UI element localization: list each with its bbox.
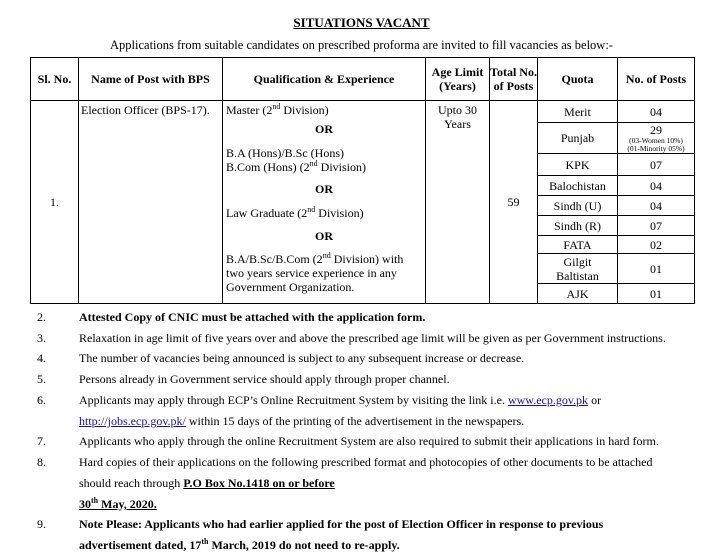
quota-sindh-u: Sindh (U) <box>538 196 618 216</box>
posts-gilgit: 01 <box>618 254 695 284</box>
jobs-ecp-link[interactable]: http://jobs.ecp.gov.pk/ <box>79 414 186 428</box>
header-total: Total No. of Posts <box>490 58 538 101</box>
qual-3: Law Graduate (2nd Division) <box>226 205 364 220</box>
header-sno: Sl. No. <box>31 58 79 101</box>
cell-qualification <box>223 101 426 304</box>
quota-merit: Merit <box>538 101 618 123</box>
header-quota: Quota <box>538 58 618 101</box>
cell-sno: 1. <box>31 101 79 304</box>
posts-sindh-u: 04 <box>618 196 695 216</box>
posts-merit: 04 <box>618 101 695 123</box>
qual-2-line1: B.A (Hons)/B.Sc (Hons) <box>226 146 345 160</box>
qual-or-1: OR <box>315 122 333 136</box>
qual-or-2: OR <box>315 182 333 196</box>
vacancy-table <box>30 57 695 304</box>
quota-fata: FATA <box>538 236 618 254</box>
quota-punjab: Punjab <box>538 123 618 154</box>
posts-sindh-r: 07 <box>618 216 695 236</box>
cell-post: Election Officer (BPS-17). <box>79 101 223 304</box>
ecp-link[interactable]: www.ecp.gov.pk <box>507 393 589 407</box>
heading-text: SITUATIONS VACANT <box>293 15 430 30</box>
posts-fata: 02 <box>618 236 695 254</box>
quota-gilgit: Gilgit Baltistan <box>538 254 618 284</box>
header-post: Name of Post with BPS <box>79 58 223 101</box>
intro-text: Applications from suitable candidates on prescribed proforma are invited to fill vacancies as below:- <box>110 38 613 52</box>
quota-ajk: AJK <box>538 284 618 304</box>
header-age: Age Limit (Years) <box>426 58 490 101</box>
posts-punjab: 29 (03-Women 10%) (01-Minority 05%) <box>618 123 695 154</box>
qual-4: B.A/B.Sc/B.Com (2nd Division) with two years service experience in any Government Organization. <box>226 251 404 294</box>
header-qualification: Qualification & Experience <box>223 58 426 101</box>
quota-sindh-r: Sindh (R) <box>538 216 618 236</box>
page-title <box>0 15 723 31</box>
qual-1: Master (2nd Division) <box>226 102 329 117</box>
table-header-row <box>31 58 695 101</box>
cell-total: 59 <box>490 101 538 304</box>
quota-balochistan: Balochistan <box>538 176 618 196</box>
qual-or-3: OR <box>315 229 333 243</box>
posts-kpk: 07 <box>618 154 695 176</box>
header-posts: No. of Posts <box>618 58 695 101</box>
posts-ajk: 01 <box>618 284 695 304</box>
qual-2-line2: B.Com (Hons) (2nd Division) <box>226 159 367 174</box>
quota-kpk: KPK <box>538 154 618 176</box>
cell-age: Upto 30 Years <box>426 101 490 304</box>
posts-balochistan: 04 <box>618 176 695 196</box>
